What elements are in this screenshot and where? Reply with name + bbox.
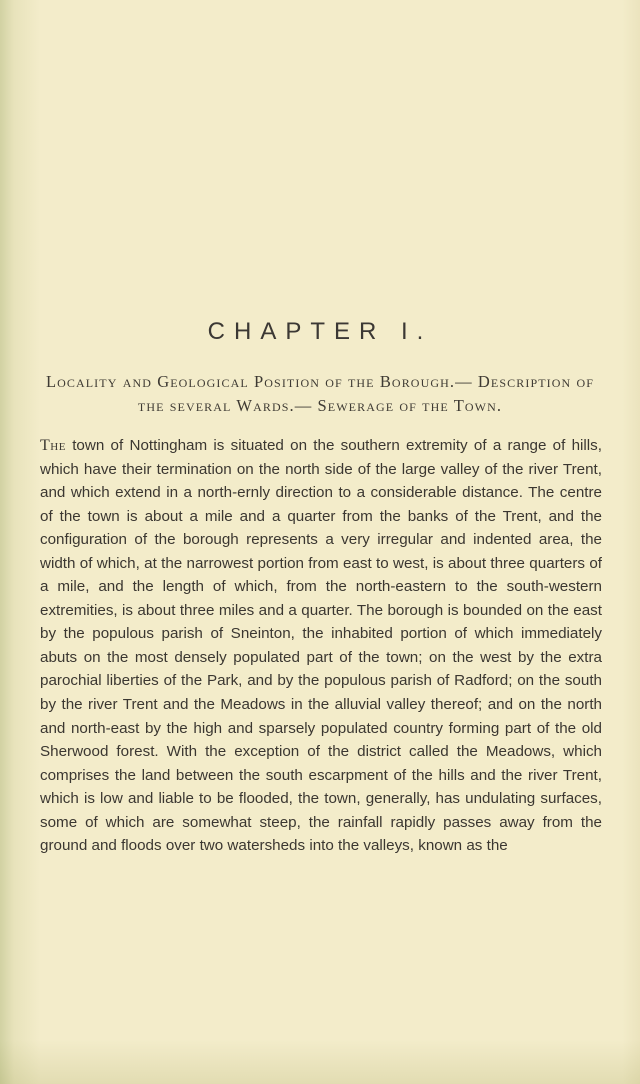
paragraph-text: town of Nottingham is situated on the southern extremity of a range of hills, which have their termination on the north side of the large valley of the river Trent, and which extend in a north-ernly direction to a considerable distance. The centre of the town is about a mile and a quarter from the banks of the Trent, and the configuration of the borough represents a very irregular and indented area, the width of which, at the narrowest portion from east to west, is about three quarters of a mile, and the length of which, from the north-eastern to the south-western extremities, is about three miles and a quarter. The borough is bounded on the east by the populous parish of Sneinton, the inhabited portion of which immediately abuts on the most densely populated part of the town; on the west by the extra parochial liberties of the Park, and by the populous parish of Radford; on the south by the river Trent and the Meadows in the alluvial valley thereof; and on the north and north-east by the high and sparsely populated country forming part of the old Sherwood forest. With the exception of the district called the Meadows, which comprises the land between the south escarpment of the hills and the river Trent, which is low and liable to be flooded, the town, generally, has undulating surfaces, some of which are somewhat steep, the rainfall rapidly passes away from the ground and floods over two watersheds into the valleys, known as the [40, 437, 602, 855]
lead-in-words: The [40, 437, 66, 454]
chapter-subtitle: Locality and Geological Position of the Borough.— Description of the several Wards.— Sewerage of the Town. [45, 372, 595, 415]
body-paragraph [40, 434, 602, 858]
chapter-heading: CHAPTER I. [207, 318, 433, 345]
